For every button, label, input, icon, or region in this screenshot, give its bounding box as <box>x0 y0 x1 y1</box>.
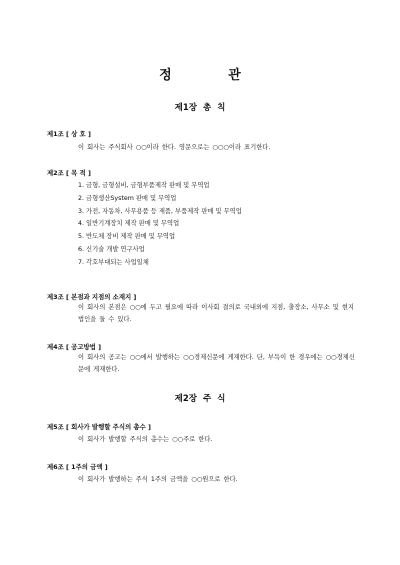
list-item: 5. 반도체 장비 제작 판매 및 무역업 <box>78 233 176 241</box>
article-heading-4: 제4조 [ 공고방법 ] <box>47 343 102 351</box>
article-heading-2: 제2조 [ 목 적 ] <box>47 169 91 177</box>
article-heading-3: 제3조 [ 본점과 지점의 소재지 ] <box>47 293 137 301</box>
article-heading-1: 제1조 [ 상 호 ] <box>47 130 91 138</box>
list-item: 2. 금형생산System 판매 및 무역업 <box>78 194 177 202</box>
article-text-1: 이 회사는 주식회사 ○○이라 한다. 영문으로는 ○○○이라 표기한다. <box>78 144 271 151</box>
chapter-heading-1: 제1장 총 칙 <box>174 103 226 113</box>
list-item: 4. 일반기계장치 제작 판매 및 무역업 <box>78 220 180 228</box>
list-item: 6. 신기술 개발 연구사업 <box>78 245 145 253</box>
list-item: 7. 각호부대되는 사업일체 <box>78 258 149 266</box>
article-text-4: 이 회사의 공고는 ○○에서 발행하는 ○○경제신문에 게재한다. 단, 부득이 한 경우에는 ○○경제신문에 게재한다. <box>78 354 355 373</box>
article-text-5: 이 회사가 발행할 주식의 총수는 ○○주로 한다. <box>78 436 213 443</box>
document-title: 정 관 <box>159 68 267 83</box>
purpose-list <box>78 180 242 270</box>
article-text-3: 이 회사의 본점은 ○○에 두고 필요에 따라 이사회 결의로 국내외에 지점, 출장소, 사무소 및 현지법인을 둘 수 있다. <box>78 304 354 323</box>
article-heading-5: 제5조 [ 회사가 발행할 주식의 총수 ] <box>47 423 151 431</box>
article-text-6: 이 회사가 발행하는 주식 1주의 금액을 ○○원으로 한다. <box>78 476 238 483</box>
chapter-heading-2: 제2장 주 식 <box>174 394 226 404</box>
article-heading-6: 제6조 [ 1주의 금액 ] <box>47 463 108 471</box>
list-item: 3. 가전, 자동차, 사무용품 등 제품, 부품제작 판매 및 무역업 <box>78 207 242 215</box>
list-item: 1. 금형, 금형설비, 금형부품제작 판매 및 무역업 <box>78 182 210 189</box>
